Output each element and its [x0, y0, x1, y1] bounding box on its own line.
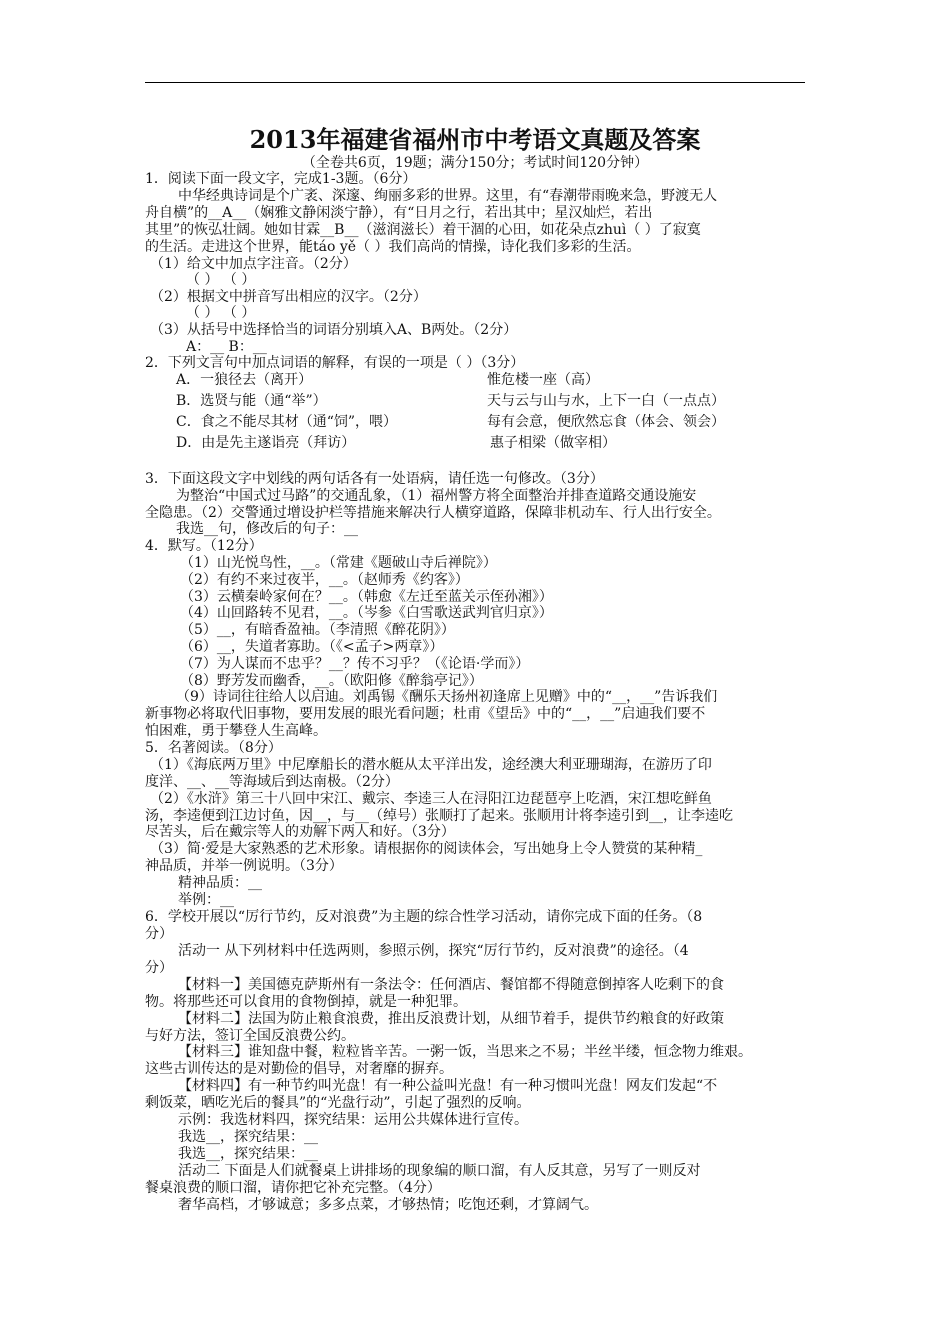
text-line: 【材料一】美国德克萨斯州有一条法令：任何酒店、餐馆都不得随意倒掉客人吃剩下的食 — [178, 977, 724, 993]
text-line: 的生活。走进这个世界，能táo yě（ ）我们高尚的情操，诗化我们多彩的生活。 — [145, 239, 641, 255]
text-line: （1）山光悦鸟性，__。（常建《题破山寺后禅院》） — [180, 555, 497, 571]
text-line: C．食之不能尽其材（通“饲”，喂） — [176, 414, 398, 430]
text-line: 精神品质：__ — [178, 875, 262, 891]
text-line: （7）为人谋而不忠乎？__？传不习乎？（《论语·学而》） — [180, 656, 530, 672]
text-line: （3）简·爱是大家熟悉的艺术形象。请根据你的阅读体会，写出她身上令人赞赏的某种精_ — [150, 841, 703, 857]
text-line: 示例：我选材料四，探究结果：运用公共媒体进行宣传。 — [178, 1112, 528, 1128]
text-line: 神品质，并举一例说明。（3分） — [145, 858, 343, 874]
header-rule — [145, 82, 805, 83]
text-line: 4．默写。（12分） — [145, 538, 263, 554]
text-line: A．一狼径去（离开） — [176, 372, 313, 388]
text-line: 3．下面这段文字中划线的两句话各有一处语病，请任选一句修改。（3分） — [145, 471, 604, 487]
text-line: 活动一 从下列材料中任选两则，参照示例，探究“厉行节约，反对浪费”的途径。（4 — [178, 943, 689, 959]
text-line: （4）山回路转不见君，__。（岑参《白雪歌送武判官归京》） — [180, 605, 553, 621]
text-line: （3）云横秦岭家何在？__。（韩愈《左迁至蓝关示侄孙湘》） — [180, 589, 553, 605]
text-line: 活动二 下面是人们就餐桌上讲排场的现象编的顺口溜，有人反其意，另写了一则反对 — [178, 1163, 701, 1179]
exam-info: （全卷共6页，19题；满分150分；考试时间120分钟） — [301, 155, 649, 171]
text-line: 为整治“中国式过马路”的交通乱象，（1）福州警方将全面整治并排查道路交通设施安 — [176, 488, 697, 504]
text-line: 剩饭菜，晒吃光后的餐具”的“光盘行动”，引起了强烈的反响。 — [145, 1095, 531, 1111]
text-line: 我选__句，修改后的句子：__ — [176, 521, 358, 537]
text-line: A：__ B：__ — [186, 339, 267, 355]
text-line: 中华经典诗词是个广袤、深邃、绚丽多彩的世界。这里，有“春潮带雨晚来急，野渡无人 — [178, 188, 718, 204]
text-line: 举例：__ — [178, 892, 234, 908]
text-line: （2）《水浒》第三十八回中宋江、戴宗、李逵三人在浔阳江边琵琶亭上吃酒，宋江想吃鲜鱼 — [150, 791, 712, 807]
text-line: 度洋、__、__等海域后到达南极。（2分） — [145, 774, 399, 790]
text-line: 这些古训传达的是对勤俭的倡导，对奢靡的摒弃。 — [145, 1061, 453, 1077]
text-line: 天与云与山与水，上下一白（一点点） — [487, 393, 725, 409]
text-line: 【材料二】法国为防止粮食浪费，推出反浪费计划，从细节着手，提供节约粮食的好政策 — [178, 1011, 724, 1027]
text-line: （1）给文中加点字注音。（2分） — [150, 256, 357, 272]
text-line: （8）野芳发而幽香，__。（欧阳修《醉翁亭记》） — [180, 673, 483, 689]
text-line: （ ） （ ） — [186, 272, 256, 288]
text-line: 餐桌浪费的顺口溜，请你把它补充完整。（4分） — [145, 1180, 441, 1196]
text-line: 6．学校开展以“厉行节约，反对浪费”为主题的综合性学习活动，请你完成下面的任务。（8 — [145, 909, 703, 925]
text-line: （9）诗词往往给人以启迪。刘禹锡《酬乐天扬州初逢席上见赠》中的“__，__”告诉我们 — [176, 689, 718, 705]
text-line: 惠子相梁（做宰相） — [490, 435, 616, 451]
text-line: 物。将那些还可以食用的食物倒掉，就是一种犯罪。 — [145, 994, 467, 1010]
text-line: 每有会意，便欣然忘食（体会、领会） — [487, 414, 725, 430]
text-line: 新事物必将取代旧事物，要用发展的眼光看问题；杜甫《望岳》中的“__，__”启迪我们要不 — [145, 706, 706, 722]
text-line: 我选__，探究结果：__ — [178, 1146, 318, 1162]
text-line: 1．阅读下面一段文字，完成1-3题。（6分） — [145, 171, 417, 187]
text-line: 【材料四】有一种节约叫光盘！有一种公益叫光盘！有一种习惯叫光盘！网友们发起“不 — [178, 1078, 718, 1094]
text-line: 分） — [145, 960, 173, 976]
text-line: 全隐患。（2）交警通过增设护栏等措施来解决行人横穿道路，保障非机动车、行人出行安全。 — [145, 505, 721, 521]
text-line: （3）从括号中选择恰当的词语分别填入A、B两处。（2分） — [150, 322, 518, 338]
text-line: 与好方法，签订全国反浪费公约。 — [145, 1028, 355, 1044]
text-line: 分） — [145, 926, 173, 942]
text-line: （1）《海底两万里》中尼摩船长的潜水艇从太平洋出发，途经澳大利亚珊瑚海，在游历了印 — [150, 757, 712, 773]
page-title: 2013年福建省福州市中考语文真题及答案 — [249, 125, 701, 154]
text-line: 我选__，探究结果：__ — [178, 1129, 318, 1145]
text-line: （6）__，失道者寡助。（《<孟子>两章》） — [180, 639, 444, 655]
text-line: （ ） （ ） — [186, 305, 256, 321]
text-line: （2）根据文中拼音写出相应的汉字。（2分） — [150, 289, 427, 305]
text-line: 怕困难，勇于攀登人生高峰。 — [145, 723, 327, 739]
text-line: （5）__，有暗香盈袖。（李清照《醉花阴》） — [180, 622, 455, 638]
text-line: 【材料三】谁知盘中餐，粒粒皆辛苦。一粥一饭，当思来之不易；半丝半缕，恒念物力维艰。 — [178, 1044, 752, 1060]
text-line: 舟自横”的__A__（娴雅文静闲淡宁静），有“日月之行，若出其中；星汉灿烂，若出 — [145, 205, 653, 221]
text-line: 奢华高档，才够诚意；多多点菜，才够热情；吃饱还剩，才算阔气。 — [178, 1197, 598, 1213]
text-line: 5．名著阅读。（8分） — [145, 740, 282, 756]
text-line: 2．下列文言句中加点词语的解释，有误的一项是（ ）（3分） — [145, 355, 525, 371]
text-line: 尽苦头，后在戴宗等人的劝解下两人和好。（3分） — [145, 824, 455, 840]
text-line: 其里”的恢弘壮阔。她如甘霖__B__（滋润滋长）着干涸的心田，如花朵点zhuì（ ）了寂寞 — [145, 222, 701, 238]
text-line: 惟危楼一座（高） — [487, 372, 599, 388]
text-line: （2）有约不来过夜半，__。（赵师秀《约客》） — [180, 572, 469, 588]
text-line: B．选贤与能（通“举”） — [176, 393, 327, 409]
text-line: D．由是先主遂诣亮（拜访） — [176, 435, 356, 451]
text-line: 汤，李逵便到江边讨鱼，因__，与__（绰号）张顺打了起来。张顺用计将李逵引到__，让李逵吃 — [145, 808, 733, 824]
